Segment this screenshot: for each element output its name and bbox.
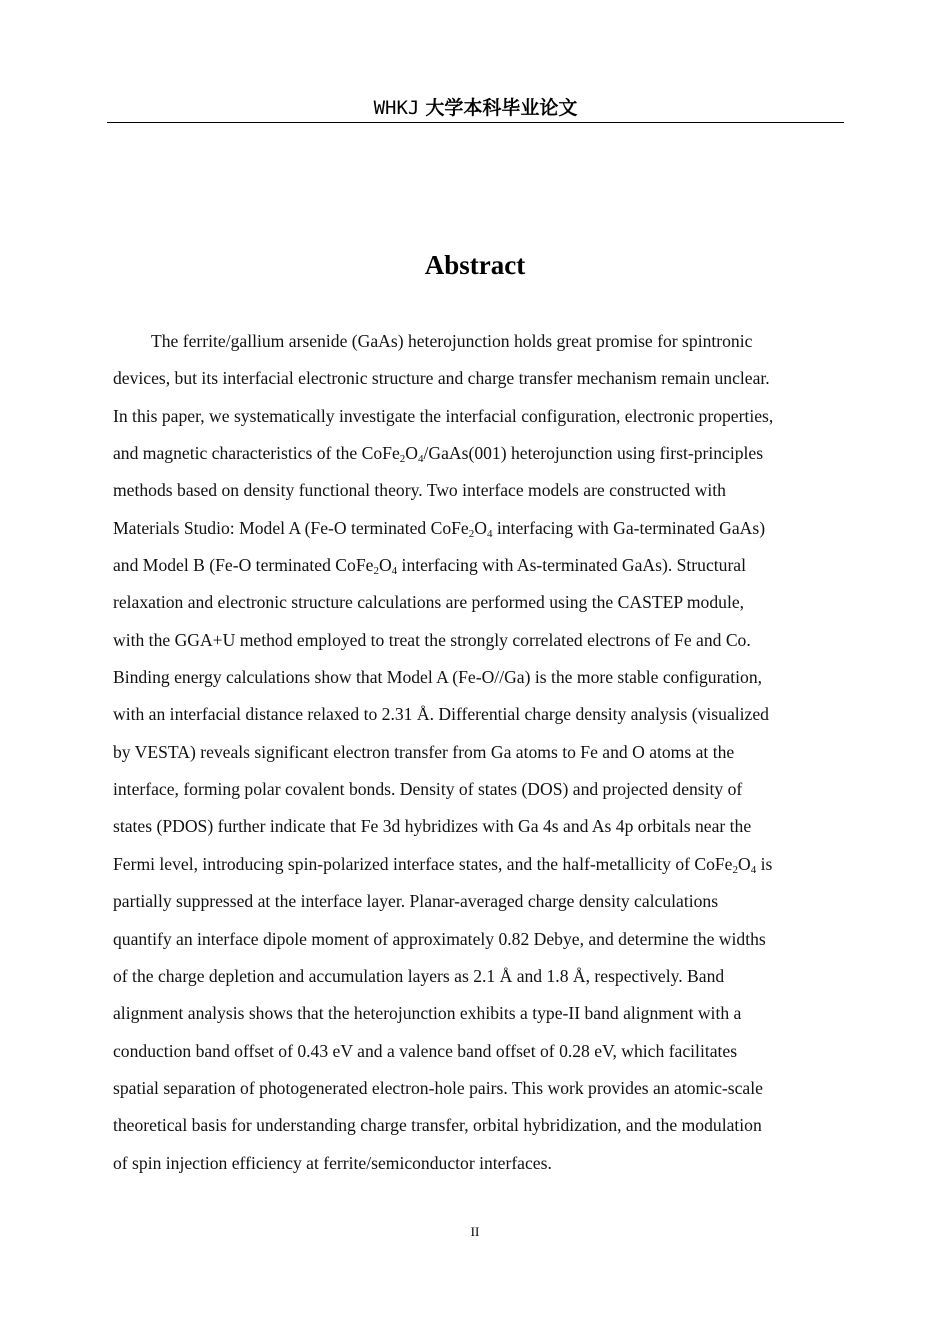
text-run: O: [738, 853, 751, 874]
text-run: O: [378, 555, 392, 576]
text-line: The ferrite/gallium arsenide (GaAs) heterojunction holds great promise for spintronic: [151, 331, 753, 351]
header-thesis-title: 大学本科毕业论文: [425, 97, 578, 119]
text-line: [113, 435, 835, 472]
text-line: conduction band offset of 0.43 eV and a valence band offset of 0.28 eV, which facilitates: [113, 1040, 738, 1061]
text-line: partially suppressed at the interface layer. Planar-averaged charge density calculations: [113, 891, 719, 912]
text-line: relaxation and electronic structure calculations are performed using the CASTEP module,: [113, 592, 745, 613]
text-line: methods based on density functional theory. Two interface models are constructed with: [113, 480, 726, 501]
text-run: and Model B (Fe-O terminated CoFe: [113, 555, 374, 576]
text-line: [113, 846, 835, 883]
text-run: and magnetic characteristics of the CoFe: [113, 443, 400, 464]
text-run: Materials Studio: Model A (Fe-O terminated CoFe: [113, 517, 469, 538]
subscript: 2: [399, 453, 406, 466]
header-institution-code: WHKJ: [373, 97, 420, 119]
subscript: 4: [750, 863, 757, 876]
text-run: interfacing with As-terminated GaAs). Structural: [397, 555, 746, 576]
text-line: [113, 547, 835, 584]
text-line: of spin injection efficiency at ferrite/semiconductor interfaces.: [113, 1152, 552, 1173]
text-run: O: [474, 517, 487, 538]
text-line: devices, but its interfacial electronic structure and charge transfer mechanism remain unclear.: [113, 368, 770, 389]
abstract-paragraph: [113, 323, 835, 1182]
subscript: 4: [418, 453, 424, 466]
text-line: interface, forming polar covalent bonds. Density of states (DOS) and projected density of: [113, 779, 743, 800]
abstract-heading: Abstract: [424, 250, 526, 280]
text-line: states (PDOS) further indicate that Fe 3d hybridizes with Ga 4s and As 4p orbitals near the: [113, 816, 752, 837]
text-run: Fermi level, introducing spin-polarized interface states, and the half-metallicity of CoFe: [113, 853, 733, 874]
subscript: 2: [468, 527, 475, 540]
text-line: theoretical basis for understanding charge transfer, orbital hybridization, and the modulation: [113, 1115, 762, 1136]
text-line: spatial separation of photogenerated electron-hole pairs. This work provides an atomic-scale: [113, 1077, 763, 1098]
subscript: 2: [373, 565, 379, 578]
text-line: [113, 510, 835, 547]
text-line: alignment analysis shows that the heterojunction exhibits a type-II band alignment with a: [113, 1003, 742, 1024]
text-line: quantify an interface dipole moment of approximately 0.82 Debye, and determine the widths: [113, 928, 766, 949]
text-run: O: [405, 443, 418, 464]
text-line: of the charge depletion and accumulation layers as 2.1 Å and 1.8 Å, respectively. Band: [113, 965, 725, 986]
running-header: [107, 96, 844, 123]
text-line: Binding energy calculations show that Model A (Fe-O//Ga) is the more stable configuration,: [113, 667, 763, 688]
text-run: interfacing with Ga-terminated GaAs): [492, 517, 766, 538]
subscript: 4: [486, 527, 493, 540]
text-line: with an interfacial distance relaxed to 2.31 Å. Differential charge density analysis (visualized: [113, 704, 769, 725]
subscript: 2: [732, 863, 738, 876]
subscript: 4: [391, 565, 398, 578]
page-number: II: [470, 1224, 480, 1239]
text-line: In this paper, we systematically investigate the interfacial configuration, electronic properties,: [113, 405, 774, 426]
text-run: /GaAs(001) heterojunction using first-principles: [423, 443, 764, 464]
text-line: by VESTA) reveals significant electron transfer from Ga atoms to Fe and O atoms at the: [113, 741, 735, 762]
text-run: is: [756, 853, 773, 874]
text-line: with the GGA+U method employed to treat the strongly correlated electrons of Fe and Co.: [113, 629, 751, 650]
